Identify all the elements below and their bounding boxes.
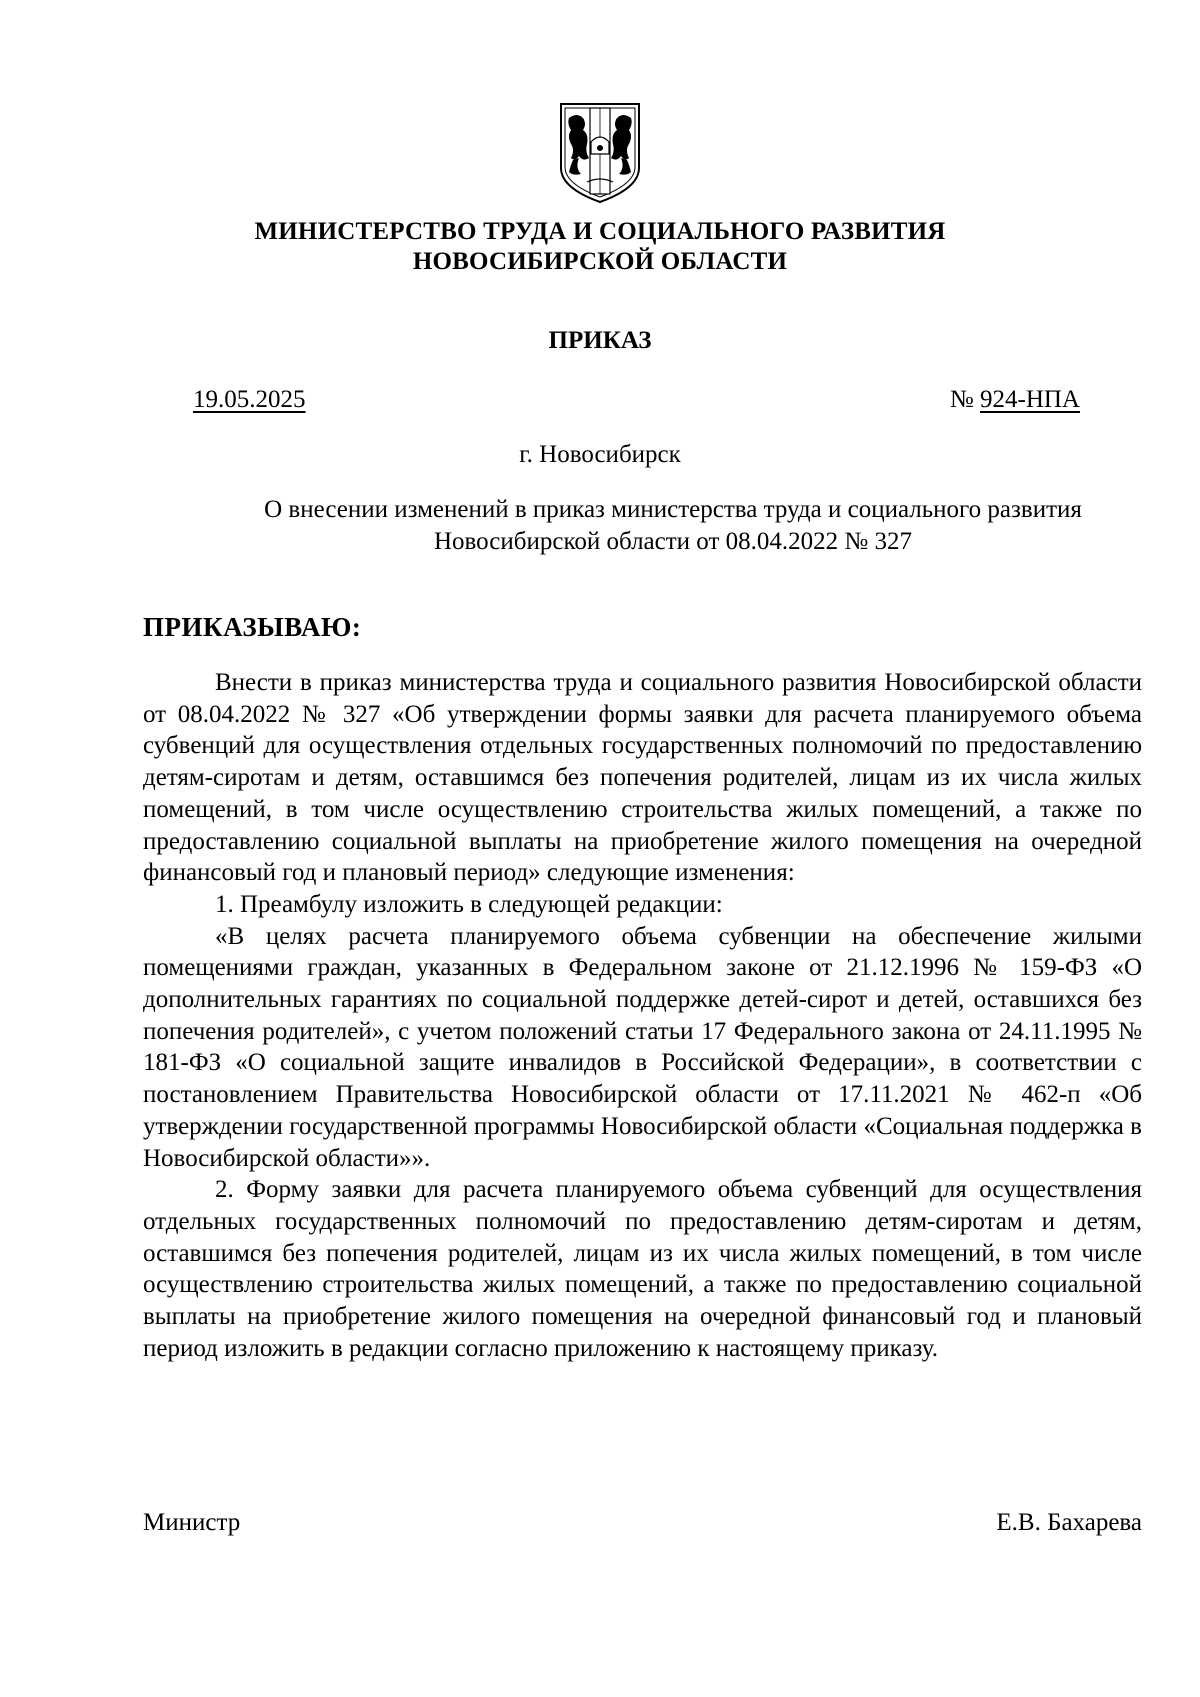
ministry-name-line2: НОВОСИБИРСКОЙ ОБЛАСТИ (412, 248, 788, 275)
body-paragraph: Внести в приказ министерства труда и социального развития Новосибирской области от 08.04.2022 № 327 «Об утверждении формы заявки для расчета планируемого объема субвенций для осуществления отдельных государственных полномочий по предоставлению детям-сиротам и детям, оставшимся без попечения родителей, лицам из их числа жилых помещений, в том числе осуществлению строительства жилых помещений, а также по предоставлению социальной выплаты на приобретение жилого помещения на очередной финансовый год и плановый период» следующие изменения: (143, 669, 1142, 887)
ministry-name-line1: МИНИСТЕРСТВО ТРУДА И СОЦИАЛЬНОГО РАЗВИТИЯ (254, 218, 946, 245)
coat-of-arms-icon (557, 102, 643, 204)
body-paragraph: «В целях расчета планируемого объема субвенции на обеспечение жилыми помещениями граждан, указанных в Федеральном законе от 21.12.1996 № 159-ФЗ «О дополнительных гарантиях по социальной поддержке детей-сирот и детей, оставшихся без попечения родителей», с учетом положений статьи 17 Федерального закона от 24.11.1995 № 181-ФЗ «О социальной защите инвалидов в Российской Федерации», в соответствии с постановлением Правительства Новосибирской области от 17.11.2021 № 462-п «Об утверждении государственной программы Новосибирской области «Социальная поддержка в Новосибирской области»». (143, 922, 1142, 1172)
order-subject: О внесении изменений в приказ министерства труда и социального развития Новосибирской области от 08.04.2022 № 327 (264, 496, 1082, 555)
orders-heading: ПРИКАЗЫВАЮ: (143, 612, 362, 642)
order-number (950, 384, 1080, 415)
city-line: г. Новосибирск (519, 441, 681, 468)
order-date: 19.05.2025 (193, 386, 306, 413)
body-paragraph: 1. Преамбулу изложить в следующей редакции: (215, 890, 723, 918)
signatory-role: Министр (143, 1509, 241, 1536)
order-body (143, 667, 1142, 1364)
order-number-value: 924-НПА (980, 386, 1080, 413)
body-paragraph: 2. Форму заявки для расчета планируемого объема субвенций для осуществления отдельных государственных полномочий по предоставлению детям-сиротам и детям, оставшимся без попечения родителей, лицам из их числа жилых помещений, в том числе осуществлению строительства жилых помещений, а также по предоставлению социальной выплаты на приобретение жилого помещения на очередной финансовый год и плановый период изложить в редакции согласно приложению к настоящему приказу. (143, 1176, 1142, 1362)
number-sign: № (949, 386, 980, 413)
document-type-title: ПРИКАЗ (548, 327, 652, 354)
signatory-name: Е.В. Бахарева (996, 1509, 1142, 1536)
